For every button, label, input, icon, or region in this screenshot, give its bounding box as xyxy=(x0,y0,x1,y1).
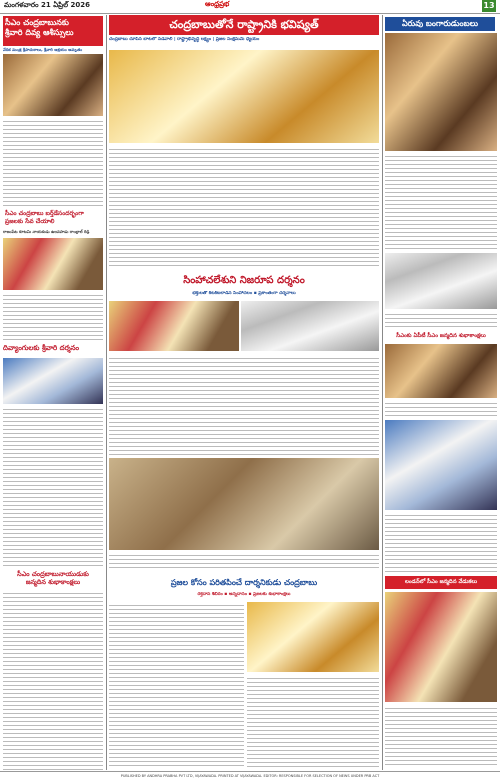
right-photo-4 xyxy=(385,420,497,510)
center-photo-1 xyxy=(109,301,239,351)
main-subheadline: చంద్రబాబు చూపిన బాటలో నడవాలి | రాష్ట్రాభివృద్ధి లక్ష్యం | ప్రజల సంక్షేమమే ధ్యేయం xyxy=(109,37,260,42)
mid-headline: ప్రజల కోసం పరితపించే దార్శనికుడు చంద్రబాబు xyxy=(170,578,318,587)
right-caption-5 xyxy=(385,705,497,767)
left-headline-1: సీఎం చంద్రబాబునకు శ్రీవారి దివ్య ఆశీస్సులు xyxy=(3,16,103,46)
center-article xyxy=(109,355,379,455)
left-headline-4: సీఎం చంద్రబాబునాయుడుకు జన్మదిన శుభాకాంక్షలు xyxy=(17,570,89,586)
left-photo-3 xyxy=(3,358,103,404)
right-headline-2: సీఎంకు ఏపీటీ సీఎం జన్మదిన శుభాకాంక్షలు xyxy=(396,333,486,339)
left-subhead-2: రాజంపేట కూటమి నాయకుడు ఉలవపాడు రాంబ్లాల్ రెడ్డి xyxy=(3,229,90,234)
mid-article xyxy=(109,602,244,767)
center-caption xyxy=(109,552,379,570)
left-photo-1 xyxy=(3,54,103,116)
right-photo-2 xyxy=(385,253,497,309)
left-column-divider xyxy=(106,15,107,770)
left-headline-2: సీఎం చంద్రబాబు బర్త్‌డేసందర్భంగా ప్రజలకు సేవ చేయాలి xyxy=(3,208,103,228)
right-caption-2 xyxy=(385,311,497,327)
left-headline-3: దివ్యాంగులకు శ్రీవారి దర్శనం xyxy=(3,344,80,352)
right-article-1 xyxy=(385,153,497,249)
center-photo-2 xyxy=(241,301,379,351)
main-headline: చంద్రబాబుతోనే రాష్ట్రానికి భవిష్యత్ xyxy=(109,15,379,35)
masthead: ఆంధ్రప్రభ xyxy=(205,0,230,8)
issue-date: మంగళవారం 21 ఏప్రిల్ 2026 xyxy=(4,1,91,9)
page-header xyxy=(0,0,500,14)
mid-photo xyxy=(247,602,379,672)
left-article-2 xyxy=(3,292,103,340)
left-article-1 xyxy=(3,118,103,206)
center-subheadline: భక్తులతో కిటకిటలాడిన సింహాచలం ▪ ప్రశాంతంగా దర్శనాలు xyxy=(192,291,296,296)
left-photo-2 xyxy=(3,238,103,290)
center-headline: సింహాచలేశుని నిజరూప దర్శనం xyxy=(183,275,305,286)
left-subhead-1: వేదిక మంత్ర శ్రీపాదుకాలు, శ్రీవారి ఆశ్రయం అమృతం xyxy=(3,47,83,52)
right-headline-3: లండన్‌లో సీఎం జన్మదిన వేడుకలు xyxy=(385,576,497,589)
main-photo-strip xyxy=(109,50,379,143)
footer-imprint: PUBLISHED BY ANDHRA PRABHA PVT LTD, VIJAYAWADA. PRINTED AT VIJAYAWADA. EDITOR: RESPONSIBLE FOR SELECTION OF NEWS UNDER PRB ACT xyxy=(0,771,500,781)
right-photo-5 xyxy=(385,592,497,702)
right-photo-1 xyxy=(385,33,497,151)
mid-article-2 xyxy=(247,675,379,767)
right-caption-4 xyxy=(385,512,497,572)
right-column-divider xyxy=(382,15,383,770)
mid-subheadline: రక్తదాన శిబిరం ▪ అన్నదానం ▪ ప్రజలకు శుభాకాంక్షలు xyxy=(197,592,291,597)
right-caption-3 xyxy=(385,400,497,416)
right-headline-1: ఏరువు బంగారుడుంబలు xyxy=(385,17,495,31)
main-article xyxy=(109,146,379,266)
left-article-4 xyxy=(3,590,103,770)
page-number: 13 xyxy=(483,1,495,10)
right-photo-3 xyxy=(385,344,497,398)
center-photo-3 xyxy=(109,458,379,550)
left-article-3 xyxy=(3,406,103,566)
